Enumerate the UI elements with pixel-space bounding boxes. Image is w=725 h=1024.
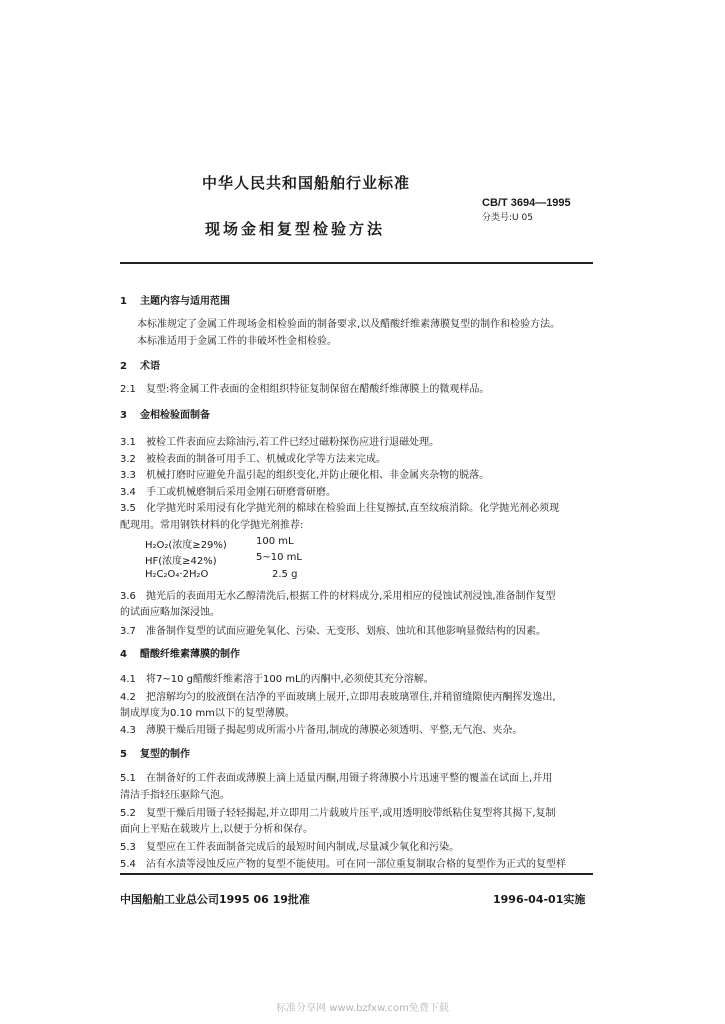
chem-amount: 100 mL [256,536,294,547]
clause-item: 3.3 机械打磨时应避免升温引起的组织变化,并防止硬化相、非金属夹杂物的脱落。 [120,470,490,481]
classification-number: 分类号:U 05 [482,213,533,223]
title-divider [120,262,593,264]
section-2-heading: 2 术语 [120,361,160,372]
section-1-heading: 1 主题内容与适用范围 [120,296,230,307]
chem-name: H₂C₂O₄·2H₂O [145,569,209,580]
clause-item: 3.6 抛光后的表面用无水乙醇清洗后,根据工件的材料成分,采用相应的侵蚀试剂浸蚀,准备制作复型 [120,591,556,602]
chem-amount: 2.5 g [272,569,298,580]
approval-line: 中国船舶工业总公司1995 06 19批准 [120,893,310,906]
clause-continuation: 配现用。常用钢铁材料的化学抛光剂推荐: [120,520,304,531]
chem-amount: 5~10 mL [256,552,302,563]
clause-item: 3.5 化学抛光时采用浸有化学抛光剂的棉球在检验面上往复擦拭,直至纹痕消除。化学抛光剂必须现 [120,503,560,514]
chem-name: HF(浓度≥42%) [145,556,217,567]
clause-item: 2.1 复型:将金属工件表面的金相组织特征复制保留在醋酸纤维薄膜上的微观样品。 [120,384,490,395]
clause-item: 4.1 将7~10 g醋酸纤维素溶于100 mL的丙酮中,必须使其充分溶解。 [120,674,434,685]
clause-continuation: 面向上平贴在载玻片上,以便于分析和保存。 [120,824,314,835]
clause-item: 4.3 薄膜干燥后用镊子揭起剪成所需小片备用,制成的薄膜必须透明、平整,无气泡、夹杂。 [120,725,523,736]
chem-name: H₂O₂(浓度≥29%) [145,540,227,551]
clause-item: 3.2 被检表面的制备可用手工、机械或化学等方法来完成。 [120,454,386,465]
section-3-heading: 3 金相检验面制备 [120,410,210,421]
section-4-heading: 4 醋酸纤维素薄膜的制作 [120,649,240,660]
clause-continuation: 清洁手指轻压驱除气泡。 [120,790,230,801]
clause-item: 5.1 在制备好的工件表面或薄膜上滴上适量丙酮,用镊子将薄膜小片迅速平整的覆盖在试面上,并用 [120,773,553,784]
section-1-paragraph: 本标准规定了金属工件现场金相检验面的制备要求,以及醋酸纤维素薄膜复型的制作和检验方法。 [137,319,561,330]
standard-code: CB/T 3694—1995 [482,197,571,209]
document-title: 现场金相复型检验方法 [205,220,386,238]
watermark-text: 标准分享网 www.bzfxw.com免费下载 [276,1003,449,1014]
header-title: 中华人民共和国船舶行业标准 [202,174,411,192]
clause-continuation: 的试面应略加深浸蚀。 [120,607,220,618]
clause-item: 3.1 被检工件表面应去除油污,若工件已经过磁粉探伤应进行退磁处理。 [120,437,440,448]
clause-continuation: 制成厚度为0.10 mm以下的复型薄膜。 [120,708,295,719]
clause-item: 3.4 手工或机械磨制后采用金刚石研磨膏研磨。 [120,487,336,498]
clause-item: 5.2 复型干燥后用镊子轻轻揭起,并立即用二片载玻片压平,或用透明胶带纸粘住复型将其揭下,复制 [120,808,556,819]
footer-divider [120,873,593,875]
implementation-date: 1996-04-01实施 [493,893,586,906]
clause-item: 4.2 把溶解均匀的胶液倒在洁净的平面玻璃上展开,立即用表玻璃罩住,并稍留缝隙使丙酮挥发逸出, [120,692,556,703]
clause-item: 3.7 准备制作复型的试面应避免氧化、污染、无变形、划痕、蚀坑和其他影响显微结构的因素。 [120,626,546,637]
section-5-heading: 5 复型的制作 [120,749,190,760]
clause-item: 5.4 沾有水渍等浸蚀反应产物的复型不能使用。可在同一部位重复制取合格的复型作为正式的复型样 [120,859,566,870]
section-1-paragraph: 本标准适用于金属工件的非破坏性金相检验。 [137,336,337,347]
clause-item: 5.3 复型应在工件表面制备完成后的最短时间内制成,尽量减少氧化和污染。 [120,842,460,853]
